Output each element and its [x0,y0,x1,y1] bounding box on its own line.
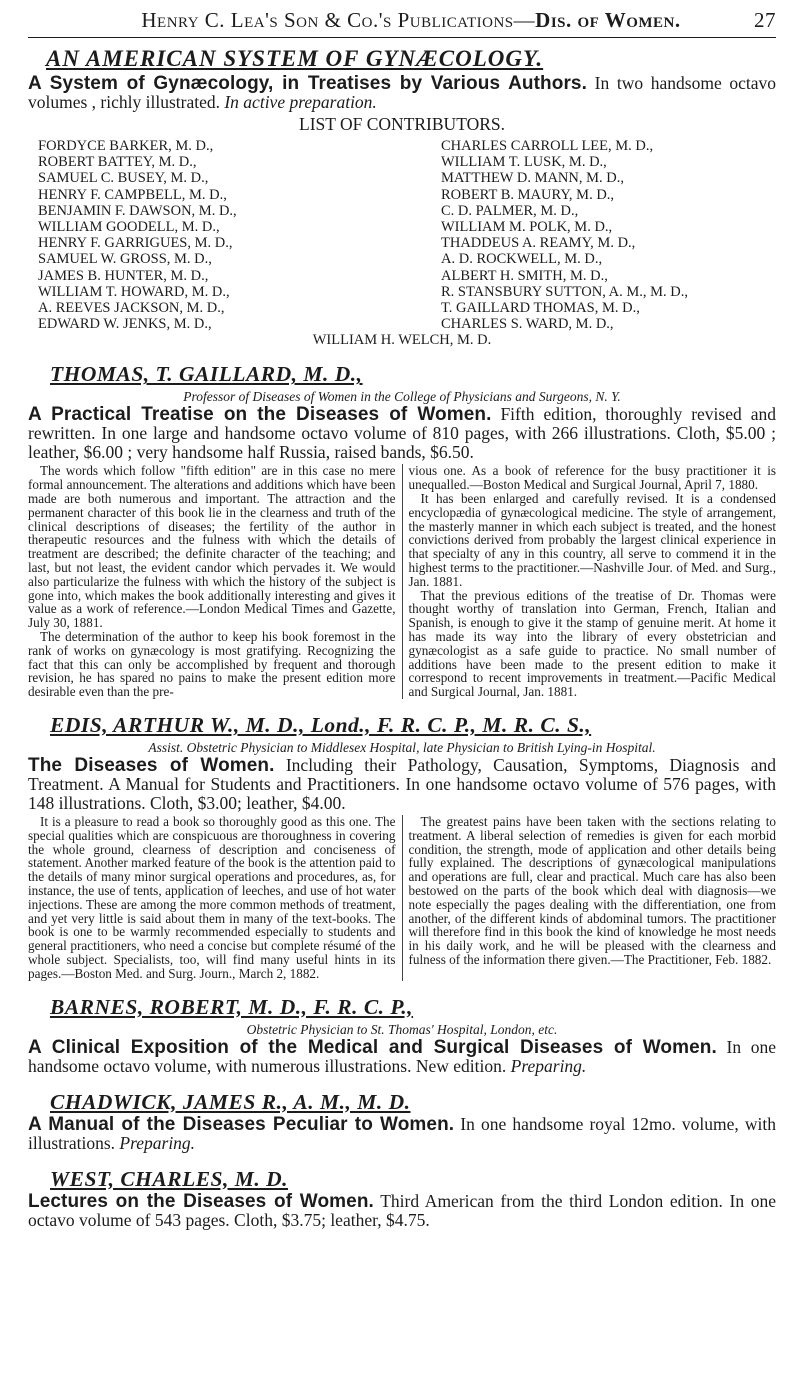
book-entry-barnes [28,1038,776,1076]
contributor-name: ROBERT B. MAURY, M. D., [441,186,615,203]
contributor-name: SAMUEL W. GROSS, M. D., [38,251,212,268]
author-edis: EDIS, ARTHUR W., M. D., Lond., F. R. C. P., M. R. C. S., [50,712,592,737]
author-chadwick: CHADWICK, JAMES R., A. M., M. D. [50,1089,411,1114]
publisher-name: Henry C. Lea's Son & Co.'s Publications [141,8,514,32]
contributors-left-column [28,138,373,332]
series-desc: In two handsome octavo volumes , richly illustrated. [28,73,776,112]
book-status-chadwick: Preparing. [119,1132,196,1153]
contributor-name: FORDYCE BARKER, M. D., [38,138,214,154]
review-paragraph: It is a pleasure to read a book so thoroughly good as this one. The special qualities which are conspicuous are thoroughness in covering the whole ground, clearness of description and conciseness of statement. Another marked feature of the book is the attention paid to the details of many minor surgical operations and procedures, as, for instance, the use of tents, application of leeches, and use of hot water injections. These are among the more common methods of treatment, and yet very little is said about them in many of the text-books. The book is one to be warmly recommended especially to students and general practitioners, who need a concise but complete résumé of the whole subject. Specialists, too, will find many useful hints in its pages.—Boston Med. and Surg. Journ., March 2, 1882. [28,813,396,981]
review-paragraph: The words which follow "fifth edition" are in this case no mere formal announcement. The alterations and additions which have been made are both numerous and important. The attraction and the permanent character of this book lie in the clearness and truth of the clinical descriptions of diseases; the fertility of the author in therapeutic resources and the fulness with which the details of treatment are described; the definite character of the teaching; and last, but not least, the evident candor which pervades it. We would also particularize the fulness with which the history of the subject is gone into, which makes the book additionally interesting and gives it value as a work of reference.—London Medical Times and Gazette, July 30, 1881. [28,463,396,631]
contributor-name: WILLIAM T. LUSK, M. D., [441,154,607,171]
book-entry-edis [28,756,776,813]
page-number: 27 [754,8,776,32]
contributors-list [28,138,776,332]
series-status: In active preparation. [224,92,377,112]
contributor-name: WILLIAM T. HOWARD, M. D., [38,283,230,300]
book-details-chadwick: In one handsome royal 12mo. volume, with illustrations. [28,1113,776,1153]
book-title-barnes: A Clinical Exposition of the Medical and Surgical Diseases of Women. [28,1036,717,1058]
contributor-name: ALBERT H. SMITH, M. D., [441,267,608,284]
book-title-chadwick: A Manual of the Diseases Peculiar to Women. [28,1113,455,1135]
running-head-text [68,8,754,33]
running-head [28,8,776,38]
contributor-name: A. D. ROCKWELL, M. D., [441,251,603,268]
contributor-name: BENJAMIN F. DAWSON, M. D., [38,202,237,219]
contributor-name: WILLIAM M. POLK, M. D., [441,219,613,236]
contributor-name: HENRY F. GARRIGUES, M. D., [38,235,233,252]
contributor-name: HENRY F. CAMPBELL, M. D., [38,186,227,203]
category-name: Dis. of Women. [535,8,681,32]
book-title-thomas: A Practical Treatise on the Diseases of Women. [28,404,492,426]
contributor-name: CHARLES S. WARD, M. D., [441,316,614,333]
review-paragraph: It has been enlarged and carefully revised. It is a condensed encyclopædia of gynæcological medicine. The style of arrangement, the masterly manner in which each subject is treated, and the honest convictions derived from probably the largest clinical experience in that specialty of any in this country, all serve to commend it in the highest terms to the practitioner.—Nashville Jour. of Med. and Surg., Jan. 1881. [408,491,776,589]
contributors-heading: LIST OF CONTRIBUTORS. [299,114,505,134]
author-barnes: BARNES, ROBERT, M. D., F. R. C. P., [50,994,414,1019]
catalog-page [28,0,776,1230]
book-details-west: Third American from the third London edition. In one octavo volume of 543 pages. Cloth, $3.75; leather, $4.75. [28,1190,776,1230]
contributor-name: SAMUEL C. BUSEY, M. D., [38,170,209,187]
review-paragraph: That the previous editions of the treatise of Dr. Thomas were thought worthy of translation into German, French, Italian and Spanish, is enough to give it the stamp of genuine merit. At home it has made its way into the library of every obstetrician and gynæcologist as a safe guide to practice. No small number of additions have been made to the present edition to make it correspond to recent improvements in treatment.—Pacific Medical and Surgical Journal, Jan. 1881. [408,587,776,700]
review-column-left [28,464,403,699]
contributor-name: ROBERT BATTEY, M. D., [38,154,197,171]
book-entry-thomas [28,405,776,462]
review-column-left [28,815,403,981]
reviews-edis [28,815,776,981]
reviews-thomas [28,464,776,699]
header-dash: — [513,8,536,32]
book-entry-west [28,1192,776,1230]
book-details-thomas: Fifth edition, thoroughly revised and rewritten. In one large and handsome octavo volume of 810 pages, with 266 illustrations. Cloth, $5.00 ; leather, $6.00 ; very handsome half Russia, raised bands, $6.50. [28,404,777,463]
contributor-name: THADDEUS A. REAMY, M. D., [441,235,636,252]
affiliation-thomas: Professor of Diseases of Women in the College of Physicians and Surgeons, N. Y. [183,389,621,405]
author-thomas: THOMAS, T. GAILLARD, M. D., [50,362,363,387]
affiliation-edis: Assist. Obstetric Physician to Middlesex Hospital, late Physician to British Lying-in Hospital. [148,739,656,755]
contributor-name: WILLIAM GOODELL, M. D., [38,219,220,236]
book-entry-chadwick [28,1115,776,1153]
contributor-name: C. D. PALMER, M. D., [441,202,579,219]
author-west: WEST, CHARLES, M. D. [50,1166,289,1191]
contributors-right-column [373,138,776,332]
book-details-barnes: In one handsome octavo volume, with numerous illustrations. New edition. [28,1036,776,1076]
book-title-edis: The Diseases of Women. [28,754,275,776]
contributor-name: JAMES B. HUNTER, M. D., [38,267,209,284]
review-paragraph: vious one. As a book of reference for the busy practitioner it is unequalled.—Boston Medical and Surgical Journal, April 7, 1880. [408,463,776,493]
contributor-name: MATTHEW D. MANN, M. D., [441,170,624,187]
book-status-barnes: Preparing. [510,1055,587,1076]
review-paragraph: The greatest pains have been taken with the sections relating to treatment. A liberal selection of remedies is given for each morbid condition, the strength, mode of application and other details being fully explained. The descriptions of gynæcological manipulations and operations are full, clear and practical. Much care has also been bestowed on the parts of the book which deal with diagnosis—we note especially the pages dealing with the differentiation, one from another, of the different kinds of abdominal tumors. The practitioner will therefore find in this book the kind of knowledge he most needs in his daily work, and he will be pleased with the clearness and fulness of the information there given.—The Practitioner, Feb. 1882. [408,813,776,967]
series-description [28,74,776,112]
contributor-name: A. REEVES JACKSON, M. D., [38,300,225,317]
contributor-name: R. STANSBURY SUTTON, A. M., M. D., [441,283,688,300]
review-column-right [403,815,777,981]
contributor-last: WILLIAM H. WELCH, M. D. [312,332,492,349]
book-title-west: Lectures on the Diseases of Women. [28,1190,374,1212]
review-column-right [403,464,777,699]
contributor-name: T. GAILLARD THOMAS, M. D., [441,300,640,317]
contributor-name: EDWARD W. JENKS, M. D., [38,316,212,333]
series-title: AN AMERICAN SYSTEM OF GYNÆCOLOGY. [46,46,544,71]
book-details-edis: Including their Pathology, Causation, Symptoms, Diagnosis and Treatment. A Manual for Students and Practitioners. In one handsome octavo volume of 576 pages, with 148 illustrations. Cloth, $3.00; leather, $4.00. [28,754,776,813]
contributor-name: CHARLES CARROLL LEE, M. D., [441,138,654,154]
series-heading: A System of Gynæcology, in Treatises by Various Authors. [28,73,587,94]
review-paragraph: The determination of the author to keep his book foremost in the rank of works on gynæcology is most gratifying. Recognizing the fact that this can only be accomplished by frequent and thorough revision, he has spared no pains to make the present edition more desirable even than the pre- [28,629,396,700]
affiliation-barnes: Obstetric Physician to St. Thomas' Hospital, London, etc. [246,1021,558,1037]
